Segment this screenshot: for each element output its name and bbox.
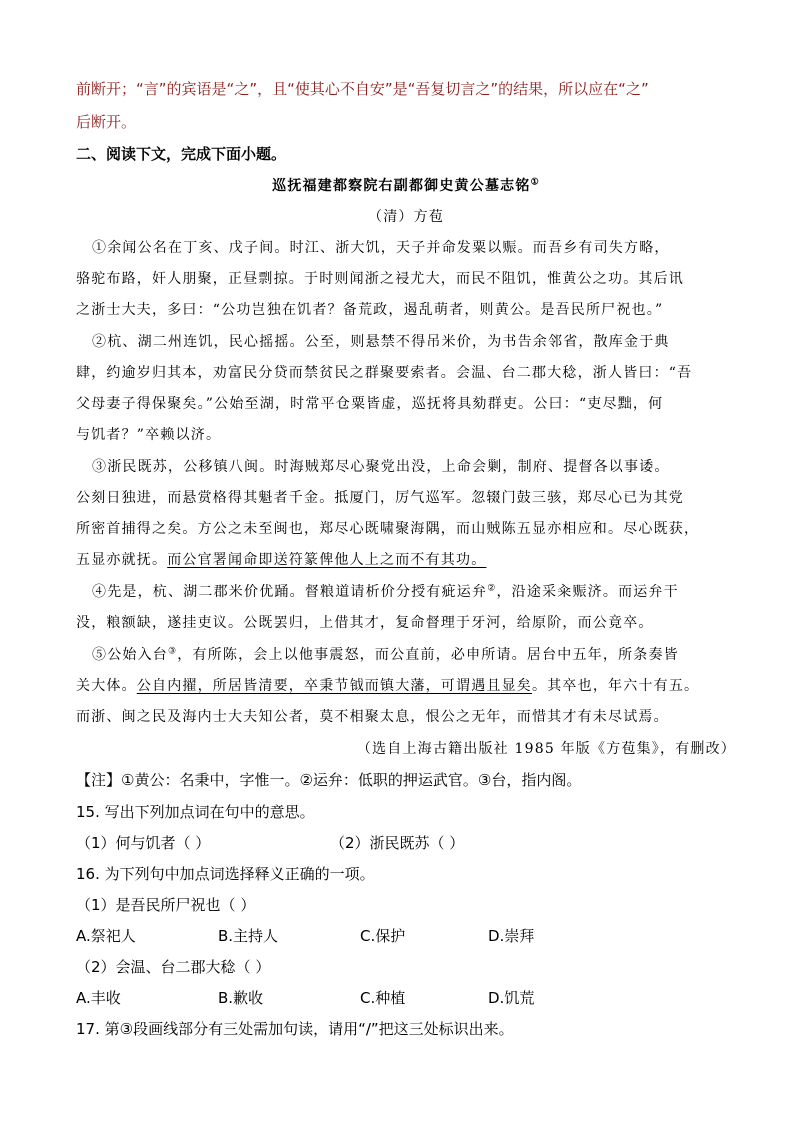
- section-heading: 二、阅读下文，完成下面小题。: [76, 145, 287, 163]
- q16-item2-option-b: B.歉收: [218, 989, 264, 1007]
- paragraph-4-line-1-tail: ，沿途采籴赈济。而运弁干: [496, 584, 679, 600]
- question-15-stem: 15. 写出下列加点词在句中的意思。: [76, 803, 315, 821]
- question-16-stem: 16. 为下列句中加点词选择释义正确的一项。: [76, 865, 375, 883]
- passage-author: （清）方苞: [368, 209, 444, 225]
- paragraph-3-line-1: ③浙民既苏，公移镇八闽。时海贼郑尽心聚党出没，上命会剿，制府、提督各以事诿。: [92, 459, 670, 475]
- paragraph-3-line-2: 公刻日独进，而悬赏格得其魁者千金。抵厦门，厉气巡军。忽辍门鼓三骇，郑尽心已为其党: [76, 490, 684, 506]
- paragraph-4-line-2: 没，粮额缺，遂挂吏议。公既罢归，上借其才，复命督理于牙河，给原阶，而公竟卒。: [76, 615, 654, 631]
- paragraph-5-line-3: 而浙、闽之民及海内士大夫知公者，莫不相聚太息，恨公之无年，而惜其才有未尽试焉。: [76, 709, 669, 725]
- paragraph-2-line-3: 父母妻子得保聚矣。”公始至湖，时常平仓粟皆虚，巡抚将具劾群吏。公曰：“吏尽黜，何: [76, 396, 664, 412]
- paragraph-5-line-2-tail: 。其卒也，年六十有五。: [532, 678, 700, 694]
- q16-item1-option-a: A.祭祀人: [76, 927, 136, 945]
- q16-item2-option-c: C.种植: [360, 989, 406, 1007]
- paragraph-5-underlined-sentence: 公自内擢，所居皆清要，卒秉节钺而镇大藩，可谓遇且显矣: [136, 678, 533, 694]
- paragraph-3-line-3: 所密首捕得之矣。方公之未至闽也，郑尽心既啸聚海隅，而山贼陈五显亦相应和。尽心既获，: [76, 521, 700, 537]
- footnote-marker-3: ③: [168, 646, 178, 657]
- paragraph-1-line-2: 骆驼布路，奸人朋聚，正昼剽掠。于时则闻浙之祲尤大，而民不阻饥，惟黄公之功。其后讯: [76, 271, 684, 287]
- paragraph-4-line-1: [92, 582, 736, 602]
- paragraph-5-line-2-text: 关大体。: [76, 678, 137, 694]
- paragraph-3-line-4: [76, 550, 736, 570]
- answer-tail-line-1: 前断开；“言”的宾语是“之”，且“使其心不自安”是“吾复切言之”的结果，所以应在“之”: [76, 80, 649, 98]
- paragraph-4-line-1-text: ④先是，杭、湖二郡米价优踊。督粮道请析价分授有疵运弁: [92, 584, 488, 600]
- q16-item2-option-a: A.丰收: [76, 989, 121, 1007]
- question-17-stem: 17. 第③段画线部分有三处需加句读，请用“/”把这三处标识出来。: [76, 1020, 514, 1038]
- title-footnote-marker: ①: [530, 177, 540, 188]
- paragraph-5-line-1-text: ⑤公始入台: [92, 647, 168, 663]
- paragraph-1-line-1: ①余闻公名在丁亥、戊子间。时江、浙大饥，天子并命发粟以赈。而吾乡有司失方略，: [92, 240, 670, 256]
- question-16-item-1: （1）是吾民所尸祝也（ ）: [76, 896, 256, 914]
- footnotes: 【注】①黄公：名秉中，字惟一。②运弁：低职的押运武官。③台，指内阁。: [76, 771, 582, 789]
- passage-title-text: 巡抚福建都察院右副都御史黄公墓志铭: [272, 178, 531, 194]
- q16-item1-option-d: D.崇拜: [488, 927, 535, 945]
- question-15-item-2: （2）浙民既苏（ ）: [330, 834, 465, 852]
- footnote-marker-2: ②: [487, 583, 497, 594]
- passage-title: [76, 176, 736, 196]
- paragraph-3-line-4-text: 五显亦就抚。: [76, 552, 168, 568]
- q16-item1-option-c: C.保护: [360, 927, 406, 945]
- paragraph-2-line-2: 肆，约逾岁归其本，劝富民分贷而禁贫民之群聚要索者。会温、台二郡大稔，浙人皆曰：“吾: [76, 365, 693, 381]
- paragraph-2-line-4: 与饥者？”卒赖以济。: [76, 427, 222, 443]
- question-16-item-2: （2）会温、台二郡大稔（ ）: [76, 958, 271, 976]
- paragraph-3-underlined-sentence: 而公官署闻命即送符篆俾他人上之而不有其功。: [167, 552, 487, 568]
- paragraph-5-line-2: [76, 676, 736, 696]
- paragraph-2-line-1: ②杭、湖二州连饥，民心摇摇。公至，则悬禁不得吊米价，为书告余邻省，散库金于典: [92, 334, 670, 350]
- passage-source: （选自上海古籍出版社 1985 年版《方苞集》，有删改）: [356, 741, 736, 757]
- paragraph-5-line-1: [92, 645, 736, 665]
- q16-item1-option-b: B.主持人: [218, 927, 279, 945]
- answer-tail-line-2: 后断开。: [76, 113, 137, 131]
- paragraph-1-line-3: 之浙士大夫，多曰：“公功岂独在饥者？备荒政，遏乱萌者，则黄公。是吾民所尸祝也。”: [76, 302, 664, 318]
- question-15-item-1: （1）何与饥者（ ）: [76, 834, 211, 852]
- paragraph-5-line-1-tail: ，有所陈，会上以他事震怒，而公直前，必申所请。居台中五年，所条奏皆: [177, 647, 679, 663]
- q16-item2-option-d: D.饥荒: [488, 989, 535, 1007]
